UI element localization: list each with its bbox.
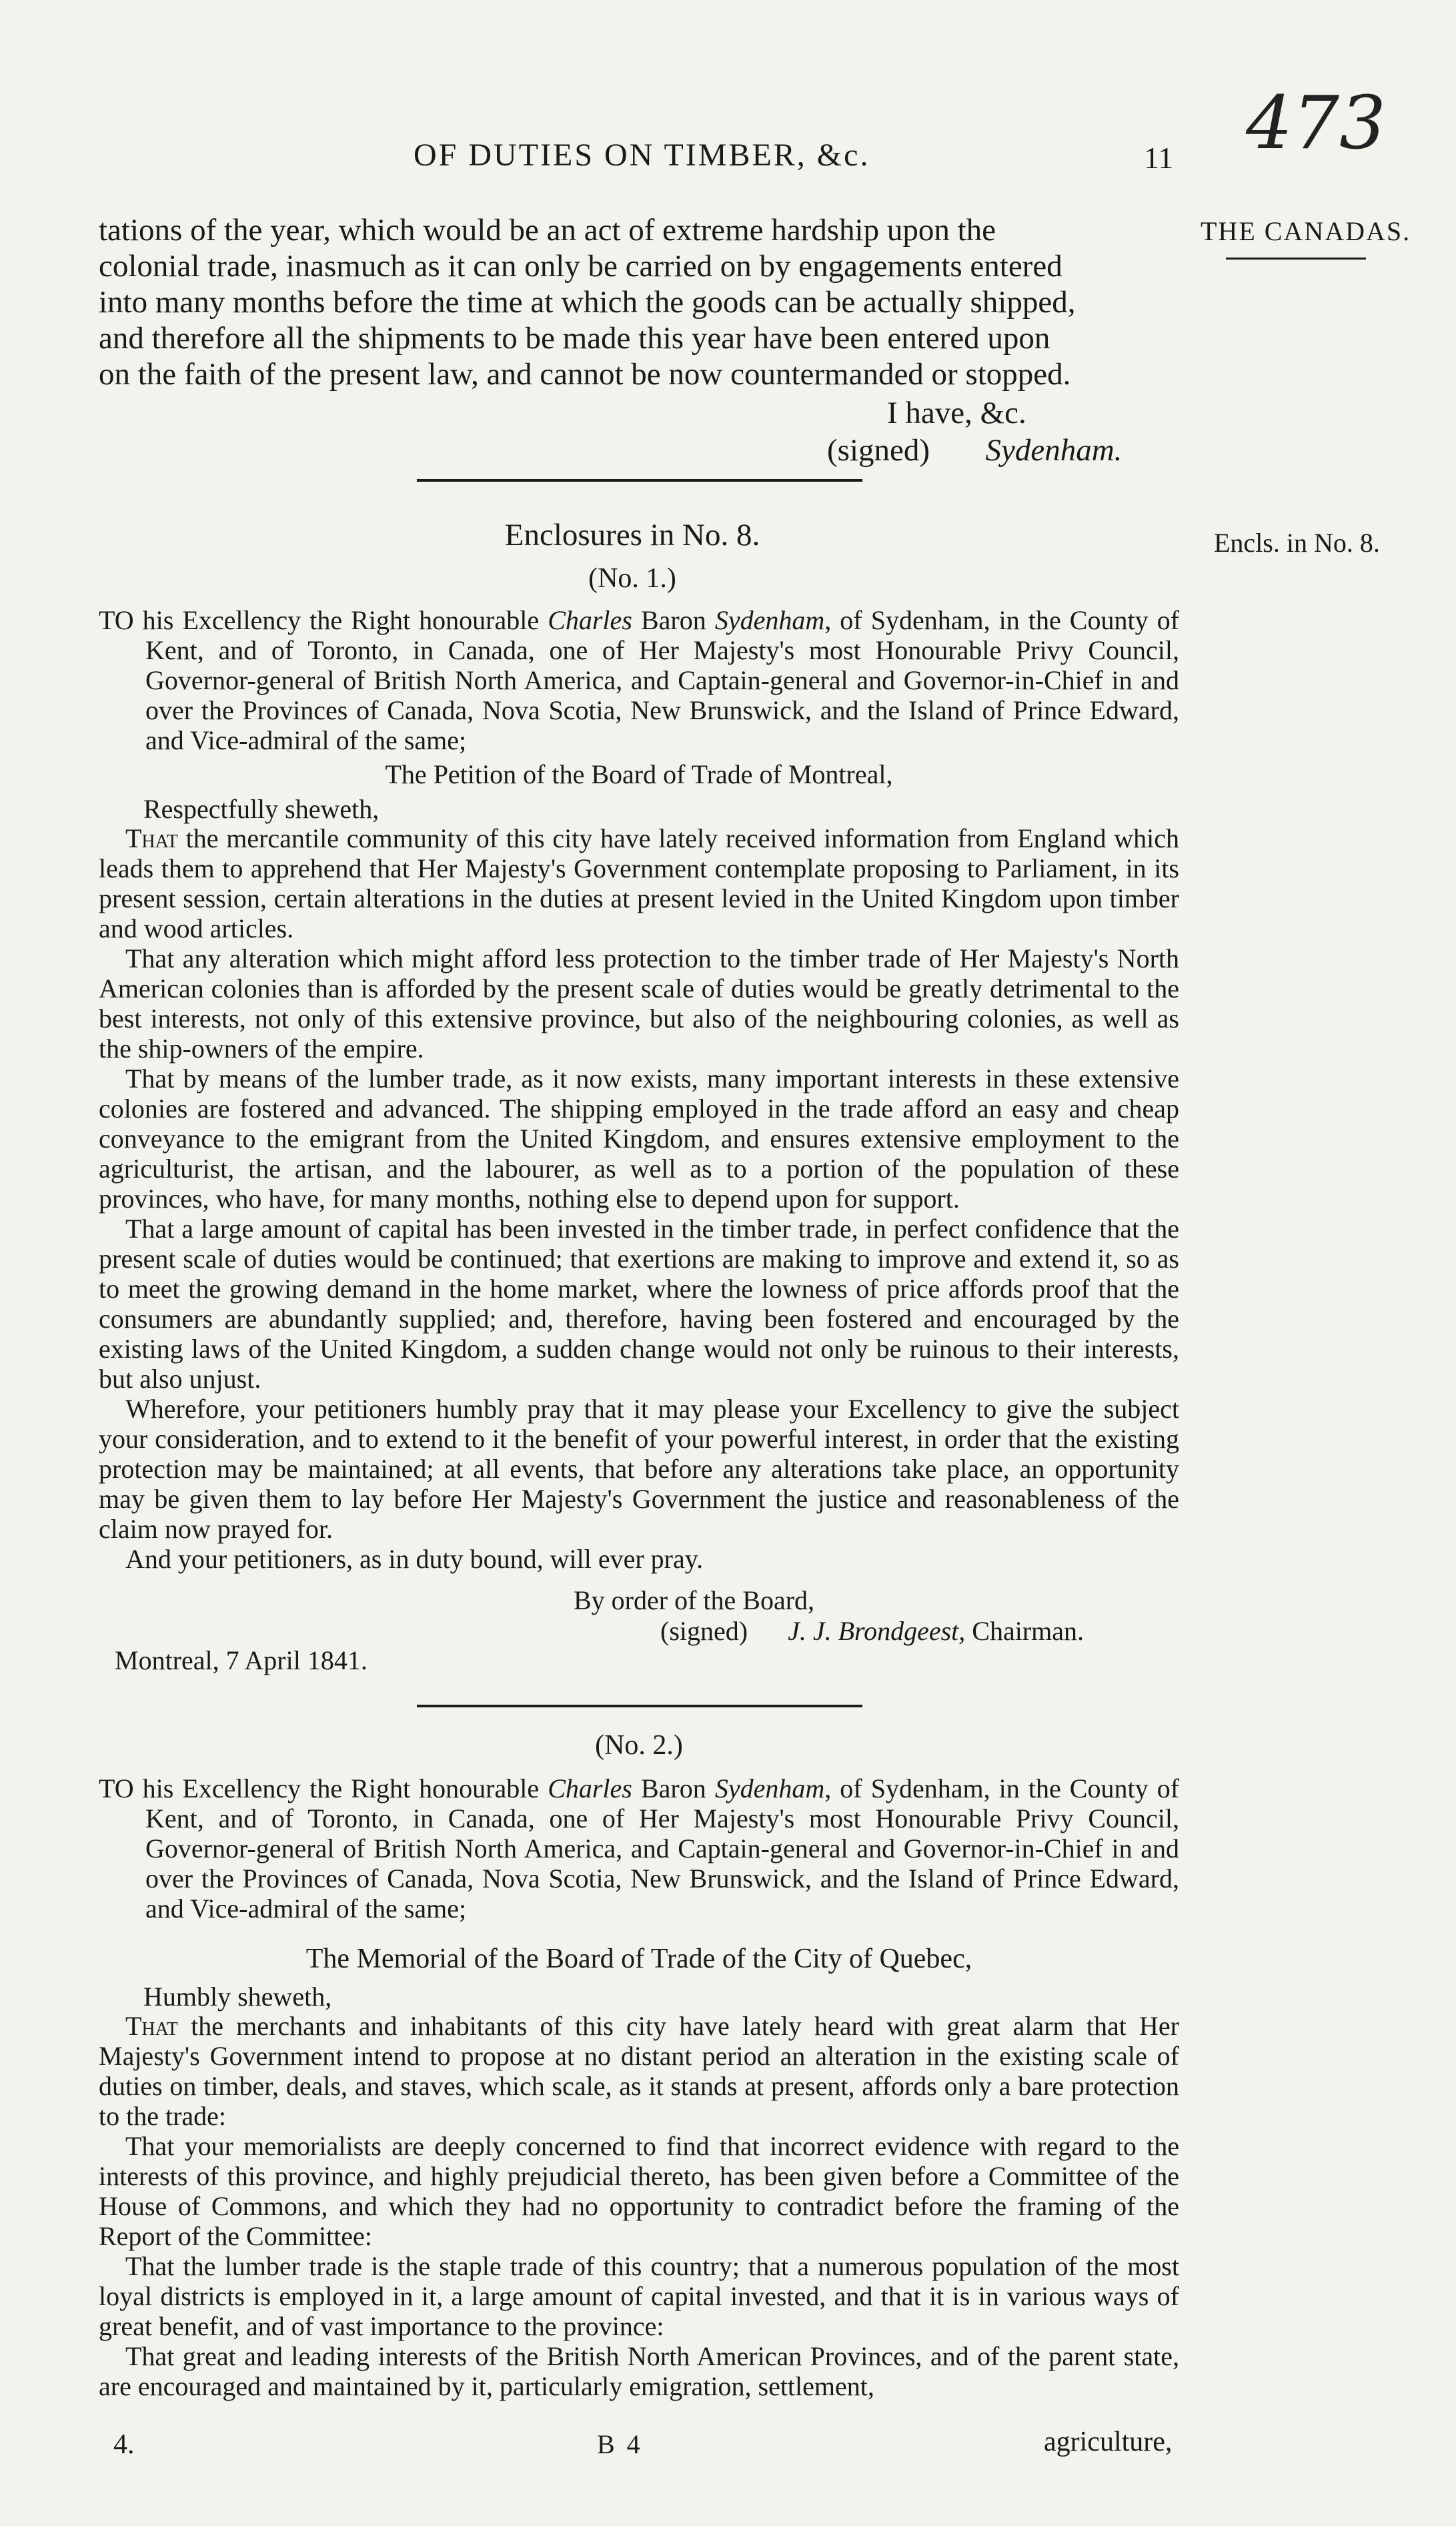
no1-paragraph-1: That the mercantile community of this city have lately received information from England which leads them to apprehend that Her Majesty's Government contemplate proposing to Parliament, in its present session, certain alterations in the duties at present levied in the United Kingdom upon timber and wood articles. (99, 823, 1179, 943)
margin-note-rule (1226, 258, 1366, 260)
enclosures-heading-row (99, 517, 1166, 553)
signature-name: Sydenham. (985, 433, 1123, 468)
no1-paragraph-3: That by means of the lumber trade, as it now exists, many important interests in these extensive colonies are fostered and advanced. The shipping employed in the trade afford an easy and cheap conveyance to the emigrant from the United Kingdom, and ensures extensive employment to the agriculturist, the artisan, and the labourer, as well as to a portion of the population of these provinces, who have, for many months, nothing else to depend upon for support. (99, 1064, 1179, 1214)
intro-line-1: tations of the year, which would be an act of extreme hardship upon the (99, 213, 996, 248)
no2-paragraph-2: That your memorialists are deeply concerned to find that incorrect evidence with regard to the interests of this province, and highly prejudicial thereto, has been given before a Committee of the House of Commons, and which they had no opportunity to contradict before the framing of the Report of the Committee: (99, 2131, 1179, 2251)
gathering-signature: B 4 (597, 2429, 643, 2459)
no2-memorial-title: The Memorial of the Board of Trade of the City of Quebec, (305, 1944, 972, 1974)
margin-note-canadas: THE CANADAS. (1201, 216, 1411, 246)
signature-mark: 4. (113, 2429, 135, 2460)
no1-paragraph-4: That a large amount of capital has been invested in the timber trade, in perfect confidence that the present scale of duties would be continued; that exertions are making to improve and extend it, so as to meet the growing demand in the home market, where the lowness of price affords proof that the consumers are abundantly supplied; and, therefore, having been fostered and encouraged by the existing laws of the United Kingdom, a sudden change would not only be ruinous to their interests, but also unjust. (99, 1214, 1179, 1394)
catchword: agriculture, (1044, 2427, 1173, 2457)
no2-paragraph-3: That the lumber trade is the staple trade of this country; that a numerous population of the most loyal districts is employed in it, a large amount of capital invested, and that it is in various ways of great benefit, and of vast importance to the province: (99, 2251, 1179, 2341)
intro-line-3: into many months before the time at which the goods can be actually shipped, (99, 285, 1076, 320)
no1-signature: (signed) J. J. Brondgeest, Chairman. (660, 1616, 1084, 1646)
no1-paragraph-2: That any alteration which might afford less protection to the timber trade of Her Majesty's North American colonies than is afforded by the present scale of duties would be greatly detrimental to the best interests, not only of this extensive province, but also of the neighbouring colonies, as well as the ship-owners of the empire. (99, 943, 1179, 1064)
no2-paragraph-4: That great and leading interests of the British North American Provinces, and of the parent state, are encouraged and maintained by it, particularly emigration, settlement, (99, 2341, 1179, 2401)
no2-address: TO his Excellency the Right honourable Charles Baron Sydenham, of Sydenham, in the County of Kent, and of Toronto, in Canada, one of Her Majesty's most Honourable Privy Council, Governor-general of British North America, and Captain-general and Governor-in-Chief in and over the Provinces of Canada, Nova Scotia, New Brunswick, and the Island of Prince Edward, and Vice-admiral of the same; (99, 1773, 1180, 1924)
no1-address: TO his Excellency the Right honourable Charles Baron Sydenham, of Sydenham, in the County of Kent, and of Toronto, in Canada, one of Her Majesty's most Honourable Privy Council, Governor-general of British North America, and Captain-general and Governor-in-Chief in and over the Provinces of Canada, Nova Scotia, New Brunswick, and the Island of Prince Edward, and Vice-admiral of the same; (99, 605, 1180, 755)
running-header-title: OF DUTIES ON TIMBER, &c. (414, 137, 870, 173)
no2-body (99, 2011, 1179, 2401)
no2-salutation: Humbly sheweth, (143, 1982, 332, 2012)
intro-line-4: and therefore all the shipments to be made this year have been entered upon (99, 321, 1050, 356)
no1-paragraph-5: Wherefore, your petitioners humbly pray that it may please your Excellency to give the subject your consideration, and to extend to it the benefit of your powerful interest, in order that the existing protection may be maintained; at all events, that before any alterations take place, an opportunity may be given them to lay before Her Majesty's Government the justice and reasonableness of the claim now prayed for. (99, 1394, 1179, 1544)
no2-paragraph-1: That the merchants and inhabitants of this city have lately heard with great alarm that Her Majesty's Government intend to propose at no distant period an alteration in the existing scale of duties on timber, deals, and staves, which scale, as it stands at present, affords only a bare protection to the trade: (99, 2011, 1179, 2131)
no1-label: (No. 1.) (588, 563, 676, 594)
intro-line-5: on the faith of the present law, and cannot be now countermanded or stopped. (99, 357, 1071, 392)
no1-petition-title: The Petition of the Board of Trade of Montreal, (385, 759, 893, 789)
section-divider (417, 479, 862, 482)
signature-block (827, 432, 1122, 468)
page-number: 11 (1144, 141, 1174, 175)
handwritten-page-number: 473 (1246, 80, 1386, 165)
no1-salutation: Respectfully sheweth, (143, 794, 380, 824)
enclosure-divider (417, 1705, 862, 1707)
no1-body (99, 823, 1179, 1574)
no1-paragraph-6: And your petitioners, as in duty bound, will ever pray. (125, 1544, 704, 1574)
margin-note-enclosures: Encls. in No. 8. (1214, 528, 1380, 558)
closing-formula: I have, &c. (887, 396, 1026, 430)
no1-order: By order of the Board, (574, 1585, 815, 1615)
no1-signer: J. J. Brondgeest, (788, 1616, 966, 1646)
no2-label: (No. 2.) (595, 1730, 683, 1761)
intro-paragraph (99, 212, 1166, 392)
intro-line-2: colonial trade, inasmuch as it can only be carried on by engagements entered (99, 249, 1062, 284)
signed-label: (signed) (827, 433, 930, 468)
no1-date: Montreal, 7 April 1841. (115, 1645, 368, 1675)
enclosures-title: Enclosures in No. 8. (504, 518, 760, 552)
